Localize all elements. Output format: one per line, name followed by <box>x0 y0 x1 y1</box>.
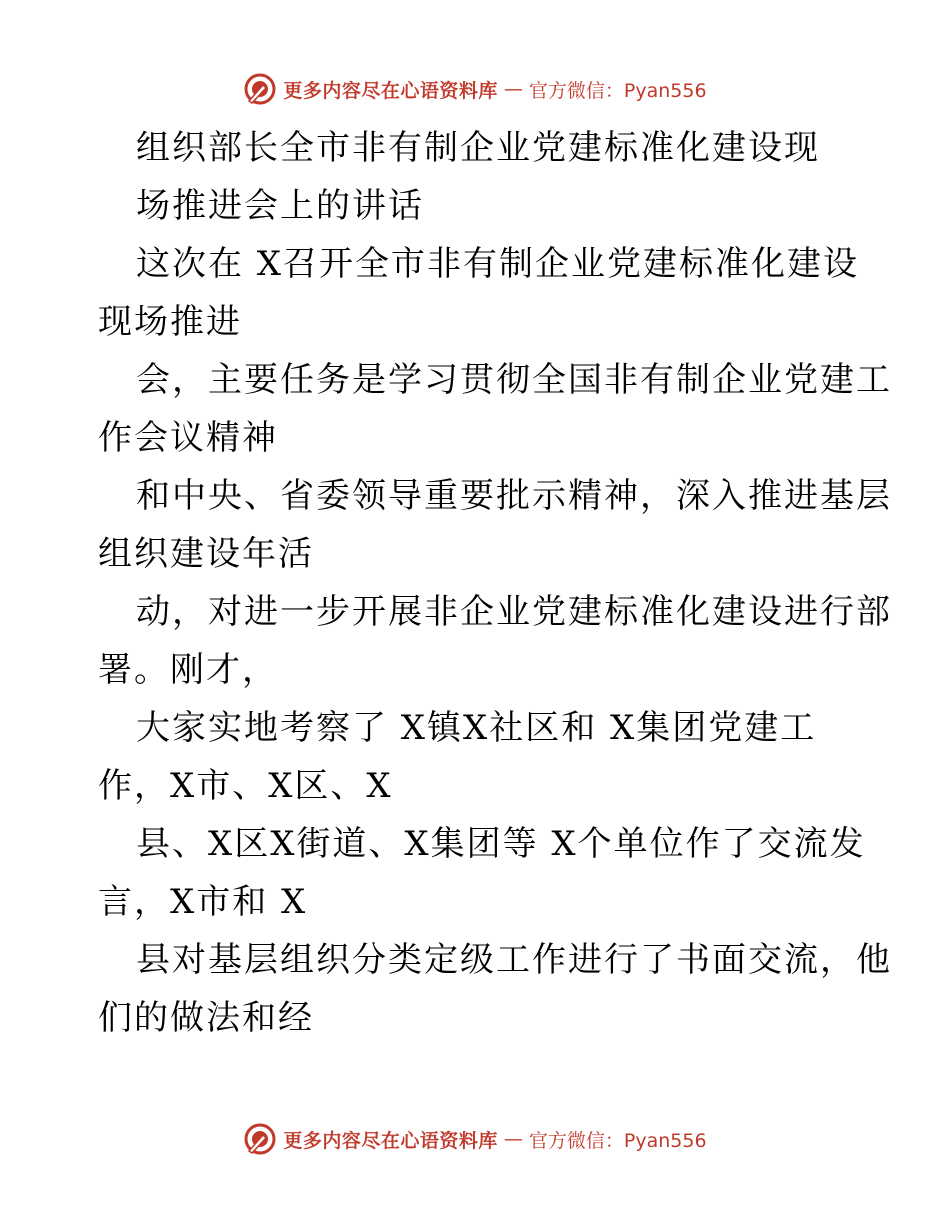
paragraph-line: 言，X市和 X <box>98 882 308 922</box>
document-title-line-1: 组织部长全市非有制企业党建标准化建设现 <box>136 128 820 168</box>
paragraph-line: 县对基层组织分类定级工作进行了书面交流，他 <box>136 940 892 980</box>
header-banner <box>0 72 950 106</box>
pen-logo-icon <box>243 1122 277 1156</box>
paragraph-line: 现场推进 <box>98 302 242 342</box>
banner-wechat-text: 官方微信：Pyan556 <box>528 1129 707 1152</box>
paragraph-line: 这次在 X召开全市非有制企业党建标准化建设 <box>136 244 860 284</box>
document-title-line-2: 场推进会上的讲话 <box>136 186 424 226</box>
paragraph-line: 署。刚才， <box>98 650 278 690</box>
banner-separator: — <box>503 1128 523 1150</box>
banner-wechat-text: 官方微信：Pyan556 <box>528 79 707 102</box>
footer-banner <box>0 1122 950 1156</box>
banner-separator: — <box>503 78 523 100</box>
paragraph-line: 和中央、省委领导重要批示精神，深入推进基层 <box>136 476 892 516</box>
paragraph-line: 会，主要任务是学习贯彻全国非有制企业党建工 <box>136 360 892 400</box>
paragraph-line: 们的做法和经 <box>98 998 314 1038</box>
banner-main-text: 更多内容尽在心语资料库 <box>283 79 498 102</box>
paragraph-line: 作会议精神 <box>98 418 278 458</box>
paragraph-line: 县、X区X街道、X集团等 X个单位作了交流发 <box>136 824 866 864</box>
paragraph-line: 动，对进一步开展非企业党建标准化建设进行部 <box>136 592 892 632</box>
banner-main-text: 更多内容尽在心语资料库 <box>283 1129 498 1152</box>
pen-logo-icon <box>243 72 277 106</box>
paragraph-line: 组织建设年活 <box>98 534 314 574</box>
paragraph-line: 作，X市、X区、X <box>98 766 393 806</box>
paragraph-line: 大家实地考察了 X镇X社区和 X集团党建工 <box>136 708 817 748</box>
